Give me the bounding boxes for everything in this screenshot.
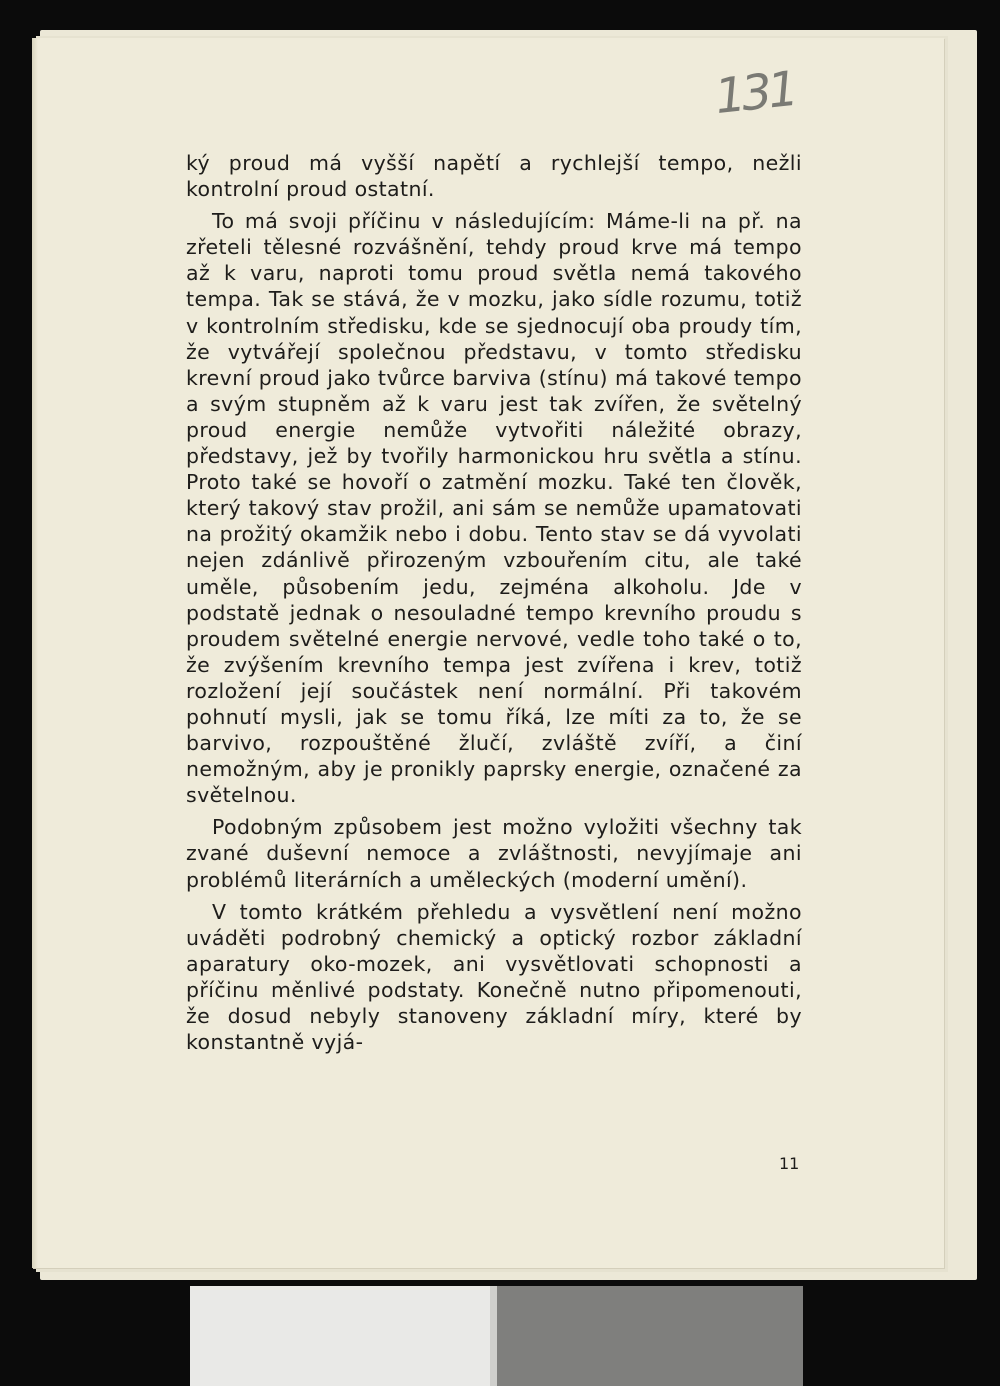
white-calibration-card <box>190 1286 496 1386</box>
grey-calibration-card <box>497 1286 803 1386</box>
paragraph-4: V tomto krátkém přehledu a vysvětlení není možno uváděti podrobný chemický a optický rozbor základní aparatury oko-mozek, ani vysvětlovati schopnosti a příčinu měnlivé podstaty. Konečně nutno připomenouti, že dosud nebyly stanoveny základní míry, které by konstantně vyjá- <box>186 899 802 1055</box>
paragraph-2: To má svoji příčinu v následujícím: Máme-li na př. na zřeteli tělesné rozvášnění, tehdy proud krve má tempo až k varu, naproti tomu proud světla nemá takového tempa. Tak se stává, že v mozku, jako sídle rozumu, totiž v kontrolním středisku, kde se sjednocují oba proudy tím, že vytvářejí společnou představu, v tomto středisku krevní proud jako tvůrce barviva (stínu) má takové tempo a svým stupněm až k varu jest tak zvířen, že světelný proud energie nemůže vytvořiti náležité obrazy, představy, jež by tvořily harmonickou hru světla a stínu. Proto také se hovoří o zatmění mozku. Také ten člověk, který takový stav prožil, ani sám se nemůže upamatovati na prožitý okamžik nebo i dobu. Tento stav se dá vyvolati nejen zdánlivě přirozeným vzbouřením citu, ale také uměle, působením jedu, zejména alkoholu. Jde v podstatě jednak o nesouladné tempo krevního proudu s proudem světelné energie nervové, vedle toho také o to, že zvýšením krevního tempa jest zvířena i krev, totiž rozložení její součástek není normální. Při takovém pohnutí mysli, jak se tomu říká, lze míti za to, že se barvivo, rozpouštěné žlučí, zvláště zvíří, a činí nemožným, aby je pronikly paprsky energie, označené za světelnou. <box>186 209 802 808</box>
handwritten-folio-number: 131 <box>712 61 798 126</box>
page-number: 11 <box>779 1154 800 1173</box>
body-text <box>186 150 802 1055</box>
paragraph-1: ký proud má vyšší napětí a rychlejší tempo, nežli kontrolní proud ostatní. <box>186 151 802 202</box>
page-binding-edge <box>32 38 38 1268</box>
paragraph-3: Podobným způsobem jest možno vyložiti všechny tak zvané duševní nemoce a zvláštnosti, nevyjímaje ani problémů literárních a uměleckých (moderní umění). <box>186 815 802 892</box>
